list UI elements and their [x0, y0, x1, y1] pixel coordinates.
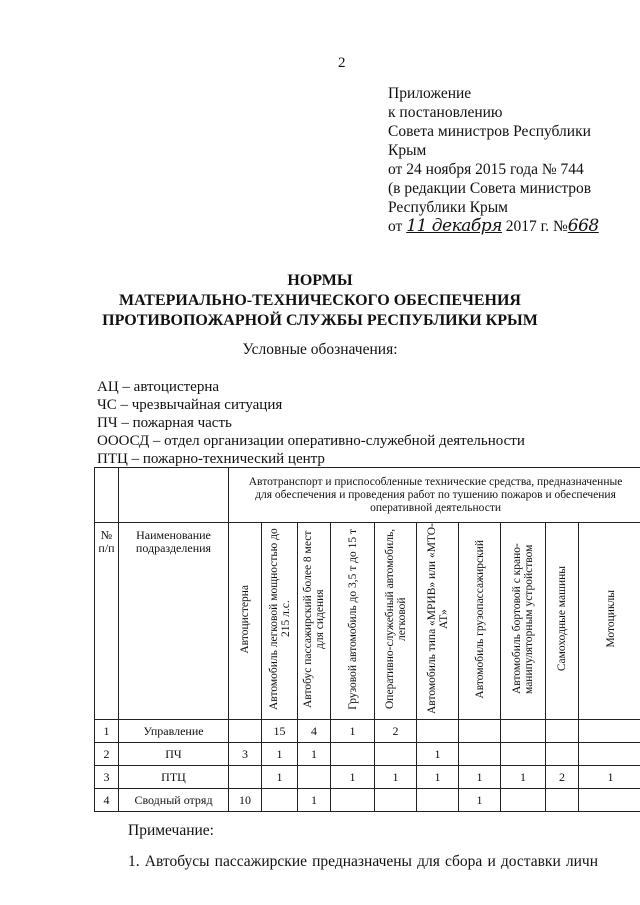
abbreviation-item: ЧС – чрезвычайная ситуация — [97, 397, 283, 413]
date-year: 2017 г. № — [505, 218, 568, 235]
row-name: ПТЦ — [119, 766, 229, 789]
table-cell: 1 — [417, 743, 459, 766]
table-row — [95, 789, 640, 812]
row-number: 1 — [95, 720, 119, 743]
appendix-line: Крым — [388, 142, 427, 159]
column-header: Автобус пассажирский более 8 мест для сидения — [298, 523, 331, 720]
abbreviation-item: ПТЦ – пожарно-технический центр — [97, 451, 325, 467]
table-row — [95, 766, 640, 789]
handwritten-number: 668 — [567, 216, 599, 236]
table-cell: 1 — [579, 766, 640, 789]
abbreviations-list — [97, 378, 525, 468]
table-cell: 1 — [501, 766, 546, 789]
legend-heading: Условные обозначения: — [242, 341, 398, 358]
table-cell — [501, 789, 546, 812]
table-cell: 2 — [546, 766, 579, 789]
row-number: 4 — [95, 789, 119, 812]
column-header: Самоходные машины — [546, 523, 579, 720]
column-header: Автомобиль грузопассажирский — [459, 523, 501, 720]
table-cell — [579, 789, 640, 812]
appendix-line: от 24 ноября 2015 года № 744 — [388, 161, 584, 178]
table-cell: 10 — [229, 789, 262, 812]
document-title — [0, 271, 640, 331]
table-cell — [459, 720, 501, 743]
table-cell — [501, 720, 546, 743]
table-cell — [546, 743, 579, 766]
appendix-line: Приложение — [388, 85, 472, 102]
group-header: Автотранспорт и приспособленные технические средства, предназначенные для обеспечения и проведения работ по тушению пожаров и обеспечения оперативной деятельности — [229, 468, 640, 523]
table-cell: 4 — [298, 720, 331, 743]
table-cell — [375, 789, 417, 812]
appendix-line: к постановлению — [388, 104, 503, 121]
table-cell: 1 — [459, 789, 501, 812]
table-cell — [579, 720, 640, 743]
title-line: МАТЕРИАЛЬНО-ТЕХНИЧЕСКОГО ОБЕСПЕЧЕНИЯ — [119, 292, 521, 309]
column-header: Мотоциклы — [579, 523, 640, 720]
row-name: Управление — [119, 720, 229, 743]
column-header-name: Наименование подразделения — [119, 523, 229, 720]
table-row — [95, 720, 640, 743]
table-cell: 1 — [298, 789, 331, 812]
table-cell — [459, 743, 501, 766]
title-line: ПРОТИВОПОЖАРНОЙ СЛУЖБЫ РЕСПУБЛИКИ КРЫМ — [102, 312, 538, 329]
row-name: Сводный отряд — [119, 789, 229, 812]
title-line: НОРМЫ — [287, 272, 353, 289]
appendix-block — [388, 84, 628, 236]
column-header-no: № п/п — [95, 523, 119, 720]
column-header: Автомобиль типа «МРИВ» или «МТО-АТ» — [417, 523, 459, 720]
column-header: Автомобиль легковой мощностью до 215 л.с. — [262, 523, 298, 720]
appendix-date-line — [388, 217, 628, 236]
table-cell — [262, 789, 298, 812]
table-cell — [331, 743, 375, 766]
abbreviation-item: ОООСД – отдел организации оперативно-служебной деятельности — [97, 433, 525, 449]
note-heading: Примечание: — [128, 822, 214, 839]
table-cell — [501, 743, 546, 766]
appendix-line: (в редакции Совета министров — [388, 180, 592, 197]
table-cell — [417, 720, 459, 743]
table-cell: 1 — [331, 720, 375, 743]
table-cell — [546, 720, 579, 743]
table-cell — [417, 789, 459, 812]
table-cell: 1 — [262, 743, 298, 766]
table-cell: 15 — [262, 720, 298, 743]
table-cell: 1 — [375, 766, 417, 789]
table-cell: 1 — [298, 743, 331, 766]
table-cell — [229, 720, 262, 743]
row-name: ПЧ — [119, 743, 229, 766]
note-item: 1. Автобусы пассажирские предназначены для сбора и доставки личн — [128, 853, 598, 870]
table-cell — [298, 766, 331, 789]
row-number: 2 — [95, 743, 119, 766]
table-cell: 2 — [375, 720, 417, 743]
table-cell — [546, 789, 579, 812]
table-cell: 1 — [331, 766, 375, 789]
row-number: 3 — [95, 766, 119, 789]
abbreviation-item: ПЧ – пожарная часть — [97, 415, 232, 431]
date-prefix: от — [388, 218, 403, 235]
table-cell: 1 — [417, 766, 459, 789]
table-cell — [375, 743, 417, 766]
page-number: 2 — [338, 55, 346, 71]
column-header: Автомобиль бортовой с крано-манипуляторным устройством — [501, 523, 546, 720]
table-cell — [229, 766, 262, 789]
table-row — [95, 743, 640, 766]
table-body — [95, 720, 640, 812]
appendix-line: Совета министров Республики — [388, 123, 591, 140]
norms-table — [94, 467, 640, 812]
table-cell — [579, 743, 640, 766]
column-header: Грузовой автомобиль до 3,5 т до 15 т — [331, 523, 375, 720]
column-header: Оперативно-служебный автомобиль, легковой — [375, 523, 417, 720]
abbreviation-item: АЦ – автоцистерна — [97, 379, 219, 395]
handwritten-date: 11 декабря — [406, 216, 502, 236]
appendix-line: Республики Крым — [388, 199, 508, 216]
table-cell — [331, 789, 375, 812]
column-header: Автоцистерна — [229, 523, 262, 720]
table-cell: 1 — [459, 766, 501, 789]
table-cell: 1 — [262, 766, 298, 789]
table-cell: 3 — [229, 743, 262, 766]
